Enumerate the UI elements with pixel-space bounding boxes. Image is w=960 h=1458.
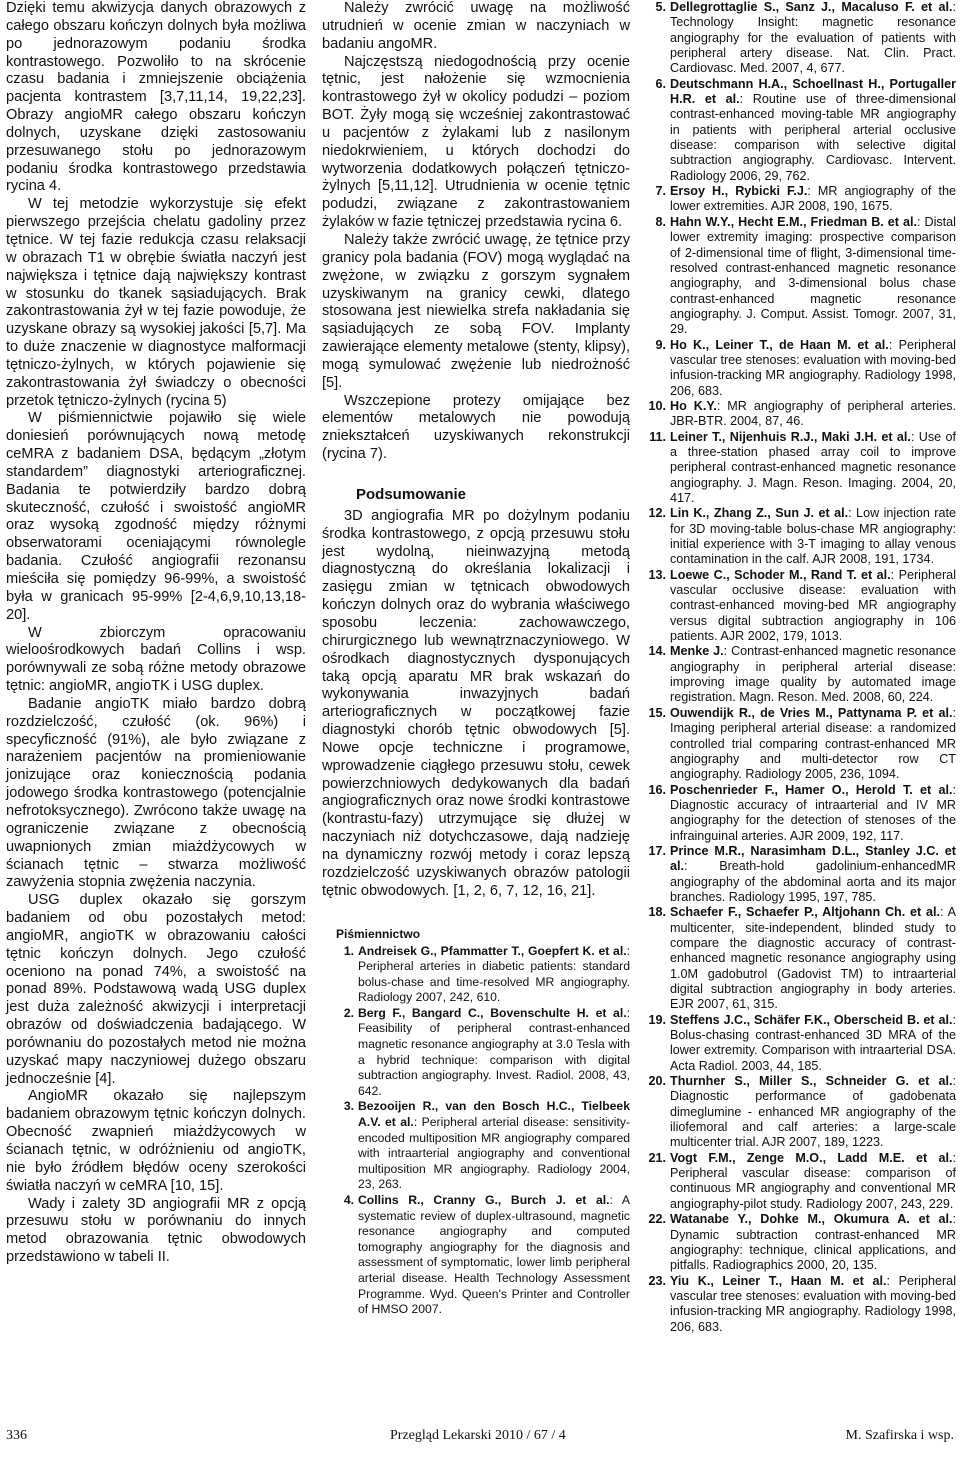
reference-item: 1. Andreisek G., Pfammatter T., Goepfert K. et al.: Peripheral arteries in diabetic patients: standard bolus-chase and time-resolved MR angiography. Radiology 2007, 242, 610. xyxy=(343,943,630,1005)
paragraph: AngioMR okazało się najlepszym badaniem obrazowym tętnic kończyn dolnych. Obecność zwapnień miażdżycowych w ścianach tętnic, w odróżnieniu od angioTK, nie było źródłem błędów oceny szerokości światła naczyń w ceMRA [10, 15]. xyxy=(6,1088,306,1194)
paragraph: Dzięki temu akwizycja danych obrazowych z całego obszaru kończyn dolnych była możliwa po jednorazowym podaniu środka kontrastowego. Pozwoliło to na skrócenie czasu badania i zmniejszenie obciążenia pacjenta kontrastem [3,7,11,14, 19,22,23]. Obrazy angioMR całego obszaru kończyn dolnych, uzyskane dzięki zastosowaniu przesuwanego stołu po jednorazowym podaniu środka kontrastowego przedstawia rycina 4. xyxy=(6,0,306,195)
column-middle xyxy=(322,0,630,1318)
reference-item: 3. Bezooijen R., van den Bosch H.C., Tielbeek A.V. et al.: Peripheral arterial disease: sensitivity-encoded multiposition MR angiography compared with intraarterial angiography and conventional multiposition MR angiography. Radiology 2004, 23, 263. xyxy=(343,1099,630,1192)
paragraph: Najczęstszą niedogodnością przy ocenie tętnic, jest nałożenie się wzmocnienia kontrastowego żył w okolicy podudzi – poziom BOT. Żyły mogą się wcześniej zakontrastować u pacjentów z żylakami lub z nasilonym niedokrwieniem, u których dochodzi do wytworzenia dodatkowych połączeń tętniczo-żylnych [5,11,12]. Utrudnienia w ocenie tętnic podudzi, związane z zakontrastowaniem żylaków w fazie tętniczej przedstawia rycina 6. xyxy=(322,53,630,231)
summary-paragraph: 3D angiografia MR po dożylnym podaniu środka kontrastowego, z opcją przesuwu stołu jest wydolną, nieinwazyjną metodą diagnostyczną do określania lokalizacji i zasięgu zmian w tętnicach obwodowych kończyn dolnych oraz do wybrania właściwego sposobu leczenia: zachowawczego, chirurgicznego lub wewnątrznaczyniowego. W ośrodkach diagnostycznych dysponujących taką opcją aparatu MR brak wskazań do wykonywania inwazyjnych badań arteriograficznych w początkowej fazie diagnostyki chorób tętnic obwodowych [5]. Nowe opcje techniczne i programowe, wprowadzenie ciągłego przesuwu stołu, cewek powierzchniowych dedykowanych dla badań angiograficznych oraz nowe środki kontrastowe (kontrastu-fazy) utrzymujące się dłużej w naczyniach niż dotychczasowe, dają nadzieję na dynamiczny rozwój metody i coraz lepszą rozdzielczość uzyskiwanych obrazów patologii tętnic obwodowych. [1, 2, 6, 7, 12, 16, 21]. xyxy=(322,507,630,899)
page-footer xyxy=(0,1428,960,1448)
paragraph: W zbiorczym opracowaniu wieloośrodkowych badań Collins i wsp. porównywali ze sobą różne metody obrazowe tętnic: angioMR, angioTK i USG duplex. xyxy=(6,624,306,695)
paragraph: Należy zwrócić uwagę na możliwość utrudnień w ocenie zmian w naczyniach w badaniu angoMR. xyxy=(322,0,630,52)
journal-name: Przegląd Lekarski 2010 / 67 / 4 xyxy=(390,1428,566,1443)
reference-item: 8. Hahn W.Y., Hecht E.M., Friedman B. et al.: Distal lower extremity imaging: prospective comparison of 2-dimensional time of flight, 3-dimensional time-resolved contrast-enhanced magnetic resonance angiography, and 3-dimensional bolus chase contrast-enhanced magnetic resonance angiography. J. Comput. Assist. Tomogr. 2007, 31, 29. xyxy=(655,214,956,337)
reference-item: 22. Watanabe Y., Dohke M., Okumura A. et al.: Dynamic subtraction contrast-enhanced MR angiography: technique, clinical applications, and pitfalls. Radiographics 2000, 20, 135. xyxy=(648,1212,956,1273)
column-right xyxy=(648,0,956,1335)
running-author: M. Szafirska i wsp. xyxy=(845,1428,954,1443)
paragraph: Należy także zwrócić uwagę, że tętnice przy granicy pola badania (FOV) mogą wyglądać na zwężone, w związku z gorszym sygnałem uzyskiwanym na granicy cewki, dlatego stosowana jest niewielka strefa nakładania się sąsiadujących ze sobą FOV. Implanty zawierające elementy metalowe (stenty, klipsy), mogą symulować zwężenie lub niedrożność [5]. xyxy=(322,231,630,391)
summary-heading: Podsumowanie xyxy=(356,485,467,503)
references-list-part-1 xyxy=(322,944,630,1318)
reference-item: 16. Poschenrieder F., Hamer O., Herold T. et al.: Diagnostic accuracy of intraarterial and IV MR angiography for the detection of stenoses of the infrainguinal arteries. AJR 2009, 192, 117. xyxy=(648,782,956,843)
reference-item: 7. Ersoy H., Rybicki F.J.: MR angiography of the lower extremities. AJR 2008, 190, 1675. xyxy=(655,184,956,214)
paragraph: Wady i zalety 3D angiografii MR z opcją przesuwu stołu w porównaniu do innych metod obrazowania tętnic obwodowych przedstawiono w tabeli II. xyxy=(6,1195,306,1266)
reference-item: 14. Menke J.: Contrast-enhanced magnetic resonance angiography in peripheral arterial disease: improving image quality by automated image registration. Magn. Reson. Med. 2008, 60, 224. xyxy=(648,644,956,705)
column-left xyxy=(6,0,306,1267)
reference-item: 23. Yiu K., Leiner T., Haan M. et al.: Peripheral vascular tree stenoses: evaluation with moving-bed infusion-tracking MR angiography. Radiology 1998, 206, 683. xyxy=(648,1273,956,1334)
reference-item: 15. Ouwendijk R., de Vries M., Pattynama P. et al.: Imaging peripheral arterial disease: a randomized controlled trial comparing contrast-enhanced MR angiography and multi-detector row CT angiography. Radiology 2005, 236, 1094. xyxy=(648,705,956,782)
reference-item: 20. Thurnher S., Miller S., Schneider G. et al.: Diagnostic performance of gadobenata dimeglumine - enhanced MR angiography of the iliofemoral and calf arteries: a large-scale multicenter trial. AJR 2007, 189, 1223. xyxy=(648,1074,956,1150)
reference-item: 11. Leiner T., Nijenhuis R.J., Maki J.H. et al.: Use of a three-station phased array coil to improve peripheral contrast-enhanced magnetic resonance angiography. J. Magn. Reson. Imaging. 2004, 20, 417. xyxy=(649,429,956,505)
paragraph: Badanie angioTK miało bardzo dobrą rozdzielczość, czułość (ok. 96%) i specyficzność (91%), ale było związane z narażeniem pacjentów na promieniowanie jonizujące oraz koniecznością podania jodowego środka kontrastowego (potencjalnie nefrotoksycznego). Zwrócono także uwagę na ograniczenie związane z obecnością uwapnionych zmian miażdżycowych w ścianach tętnic – stwarza możliwość zawyżenia stopnia zwężenia naczynia. xyxy=(6,695,306,891)
reference-item: 6. Deutschmann H.A., Schoellnast H., Portugaller H.R. et al.: Routine use of three-dimensional contrast-enhanced moving-table MR angiography in patients with peripheral arterial occlusive disease: comparison with selective digital subtraction angiography. Cardiovasc. Intervent. Radiology 2006, 29, 762. xyxy=(655,76,956,183)
reference-item: 17. Prince M.R., Narasimham D.L., Stanley J.C. et al.: Breath-hold gadolinium-enhancedMR angiography of the abdominal aorta and its major branches. Radiology 1995, 197, 785. xyxy=(648,843,956,904)
paragraph: W piśmiennictwie pojawiło się wiele doniesień porównujących nową metodę ceMRA z badaniem DSA, będącym „złotym standardem” diagnostyki arteriograficznej. Badania te potwierdziły bardzo dobrą skuteczność, czułość i swoistość angioMR oraz wysoką zgodność między różnymi obserwatorami oceniającymi równolegle badania. Czułość angiografii rezonansu mieściła się pomiędzy 96-99%, a swoistość była w granicach 95-99% [2-4,6,9,10,13,18-20]. xyxy=(6,410,306,623)
reference-item: 21. Vogt F.M., Zenge M.O., Ladd M.E. et al.: Peripheral vascular disease: comparison of continuous MR angiography and conventional MR angiography-pilot study. Radiology 2007, 243, 229. xyxy=(648,1150,956,1211)
reference-item: 10. Ho K.Y.: MR angiography of peripheral arteries. JBR-BTR. 2004, 87, 46. xyxy=(648,398,956,429)
reference-item: 12. Lin K., Zhang Z., Sun J. et al.: Low injection rate for 3D moving-table bolus-chase MR angiography: initial experience with 3-T imaging to allay venous contamination in the calf. AJR 2008, 191, 1734. xyxy=(648,506,956,567)
reference-item: 5. Dellegrottaglie S., Sanz J., Macaluso F. et al.: Technology Insight: magnetic resonance angiography for the evaluation of patients with peripheral artery disease. Nat. Clin. Pract. Cardiovasc. Med. 2007, 4, 677. xyxy=(655,0,956,76)
reference-item: 9. Ho K., Leiner T., de Haan M. et al.: Peripheral vascular tree stenoses: evaluation with moving-bed infusion-tracking MR angiography. Radiology 1998, 206, 683. xyxy=(655,337,956,398)
paragraph: USG duplex okazało się gorszym badaniem od obu pozostałych metod: angioMR, angioTK w obrazowaniu całości tętnic kończyn dolnych. Jego czułość oceniono na ponad 74%, a swoistość na ponad 89%. Podstawową wadą USG duplex jest duża zależność akwizycji i interpretacji obrazów od doświadczenia badającego. W porównaniu do pozostałych metod nie można uzyskać mapy naczyniowej dużego obszaru jednocześnie [4]. xyxy=(6,892,306,1087)
paragraph: Wszczepione protezy omijające bez elementów metalowych nie powodują zniekształceń uzyskiwanych rekonstrukcji (rycina 7). xyxy=(322,392,630,463)
paragraph: W tej metodzie wykorzystuje się efekt pierwszego przejścia chelatu gadoliny przez tętnice. W tej fazie redukcja czasu relaksacji w obrazach T1 w obrębie światła naczyń jest największa i tętnice dają największy kontrast w stosunku do tkanek sąsiadujących. Brak zakontrastowania żył w tej fazie powoduje, że uzyskane obrazy są wysokiej jakości [5,7]. Ma to duże znaczenie w diagnostyce malformacji tętniczo-żylnych, w których pojawienie się zakontrastowania żył świadczy o obecności przetok tętniczo-żylnych (rycina 5) xyxy=(6,196,306,409)
reference-item: 19. Steffens J.C., Schäfer F.K., Oberscheid B. et al.: Bolus-chasing contrast-enhanced 3D MRA of the lower extremity. Comparison with intraarterial DSA. Acta Radiol. 2003, 44, 185. xyxy=(648,1012,956,1073)
reference-item: 2. Berg F., Bangard C., Bovenschulte H. et al.: Feasibility of peripheral contrast-enhanced magnetic resonance angiography at 3.0 Tesla with a hybrid technique: comparison with digital subtraction angiography. Invest. Radiol. 2008, 43, 642. xyxy=(343,1005,630,1098)
reference-item: 4. Collins R., Cranny G., Burch J. et al.: A systematic review of duplex-ultrasound, magnetic resonance angiography and computed tomography angiography for the diagnosis and assessment of symptomatic, lower limb peripheral arterial disease. Health Technology Assessment Programme. Wyd. Queen's Printer and Controller of HMSO 2007. xyxy=(343,1193,630,1317)
reference-item: 18. Schaefer F., Schaefer P., Altjohann Ch. et al.: A multicenter, site-independent, blinded study to compare the diagnostic accuracy of contrast-enhanced magnetic resonance angiography using 1.0M gadobutrol (Gadovist TM) to intraarterial digital subtraction angiography in body arteries. EJR 2007, 61, 315. xyxy=(648,905,956,1012)
page-number: 336 xyxy=(6,1428,27,1443)
reference-item: 13. Loewe C., Schoder M., Rand T. et al.: Peripheral vascular occlusive disease: evaluation with contrast-enhanced moving-bed MR angiography versus digital subtraction angiography in 106 patients. AJR 2002, 179, 1013. xyxy=(648,567,956,644)
references-heading: Piśmiennictwo xyxy=(336,926,421,941)
